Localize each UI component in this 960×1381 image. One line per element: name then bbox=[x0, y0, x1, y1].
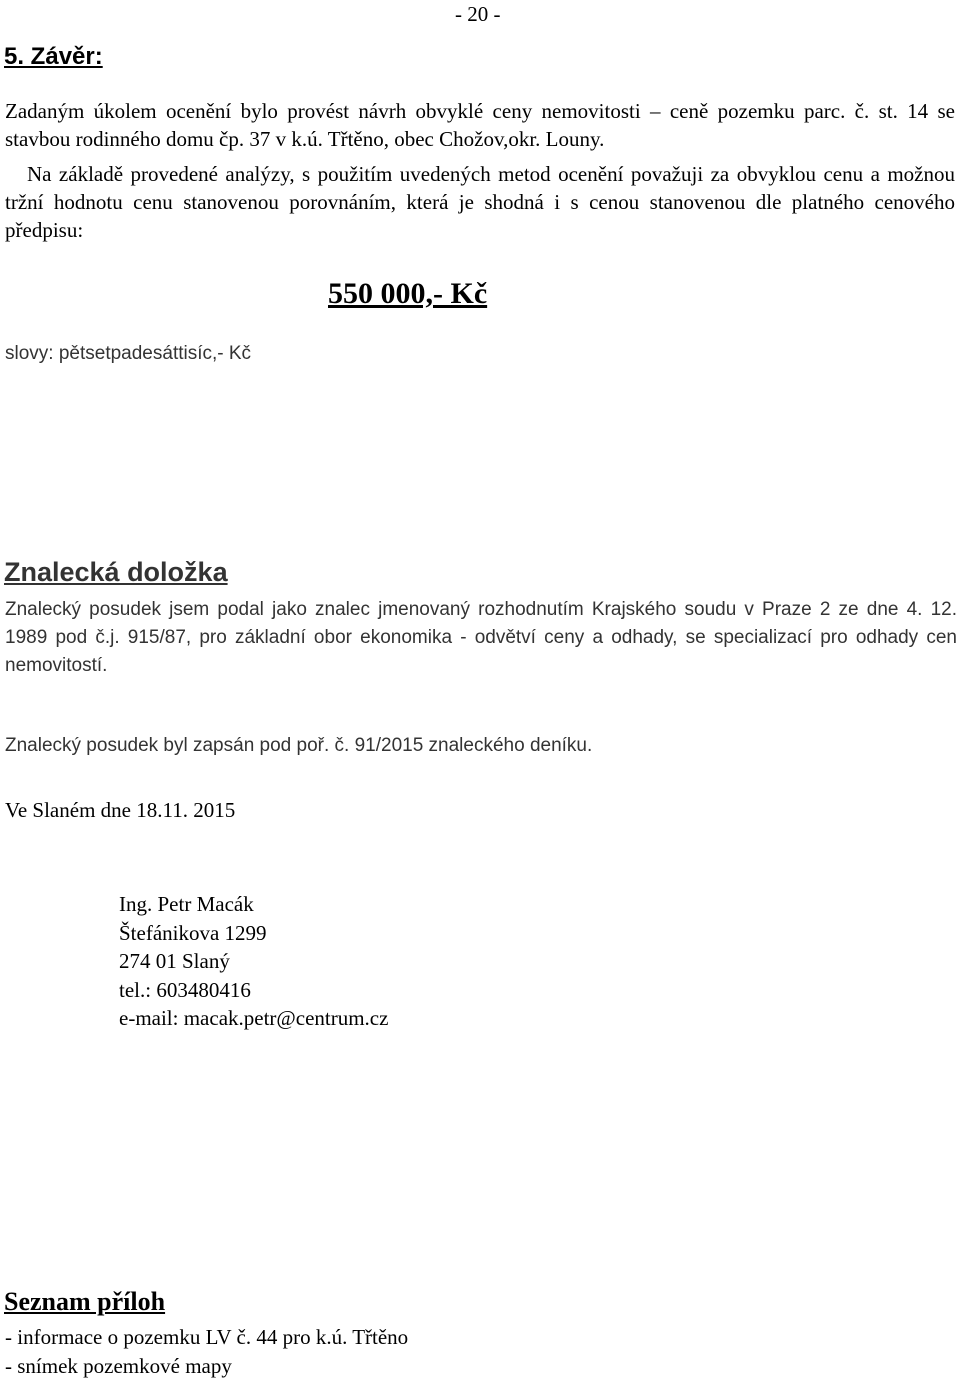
price-value: 550 000,- Kč bbox=[328, 277, 488, 310]
conclusion-paragraph-analysis: Na základě provedené analýzy, s použitím uvedených metod ocenění považuji za obvyklou cenu a možnou tržní hodnotu cenu stanovenou porovnáním, která je shodná i s cenou stanovenou dle platného cenového předpisu: bbox=[5, 162, 955, 242]
attachment-item: - informace o pozemku LV č. 44 pro k.ú. Třtěno bbox=[5, 1325, 409, 1349]
expert-clause-heading: Znalecká doložka bbox=[4, 557, 228, 587]
conclusion-paragraph-task: Zadaným úkolem ocenění bylo provést návrh obvyklé ceny nemovitosti – ceně pozemku parc. č. st. 14 se stavbou rodinného domu čp. 37 v k.ú. Třtěno, obec Chožov,okr. Louny. bbox=[5, 99, 955, 151]
signature-street: Štefánikova 1299 bbox=[119, 920, 267, 945]
price-in-words: slovy: pětsetpadesáttisíc,- Kč bbox=[5, 343, 252, 364]
attachments-heading: Seznam příloh bbox=[4, 1287, 166, 1316]
attachment-item: - snímek pozemkové mapy bbox=[5, 1354, 232, 1378]
signature-phone: tel.: 603480416 bbox=[119, 977, 251, 1002]
expert-clause-text: Znalecký posudek jsem podal jako znalec jmenovaný rozhodnutím Krajského soudu v Praze 2 ze dne 4. 12. 1989 pod č.j. 915/87, pro základní obor ekonomika - odvětví ceny a odhady, se specializací pro odhady cen nemovitostí. bbox=[5, 599, 957, 676]
expert-record-text: Znalecký posudek byl zapsán pod poř. č. 91/2015 znaleckého deníku. bbox=[5, 735, 593, 756]
signature-block bbox=[119, 890, 388, 1033]
signature-name: Ing. Petr Macák bbox=[119, 892, 254, 916]
conclusion-heading: 5. Závěr: bbox=[4, 43, 103, 70]
signature-city: 274 01 Slaný bbox=[119, 949, 230, 973]
signature-email: e-mail: macak.petr@centrum.cz bbox=[119, 1006, 389, 1030]
place-and-date: Ve Slaném dne 18.11. 2015 bbox=[5, 798, 236, 822]
attachments-list bbox=[5, 1323, 408, 1381]
page-number: - 20 - bbox=[455, 2, 501, 26]
